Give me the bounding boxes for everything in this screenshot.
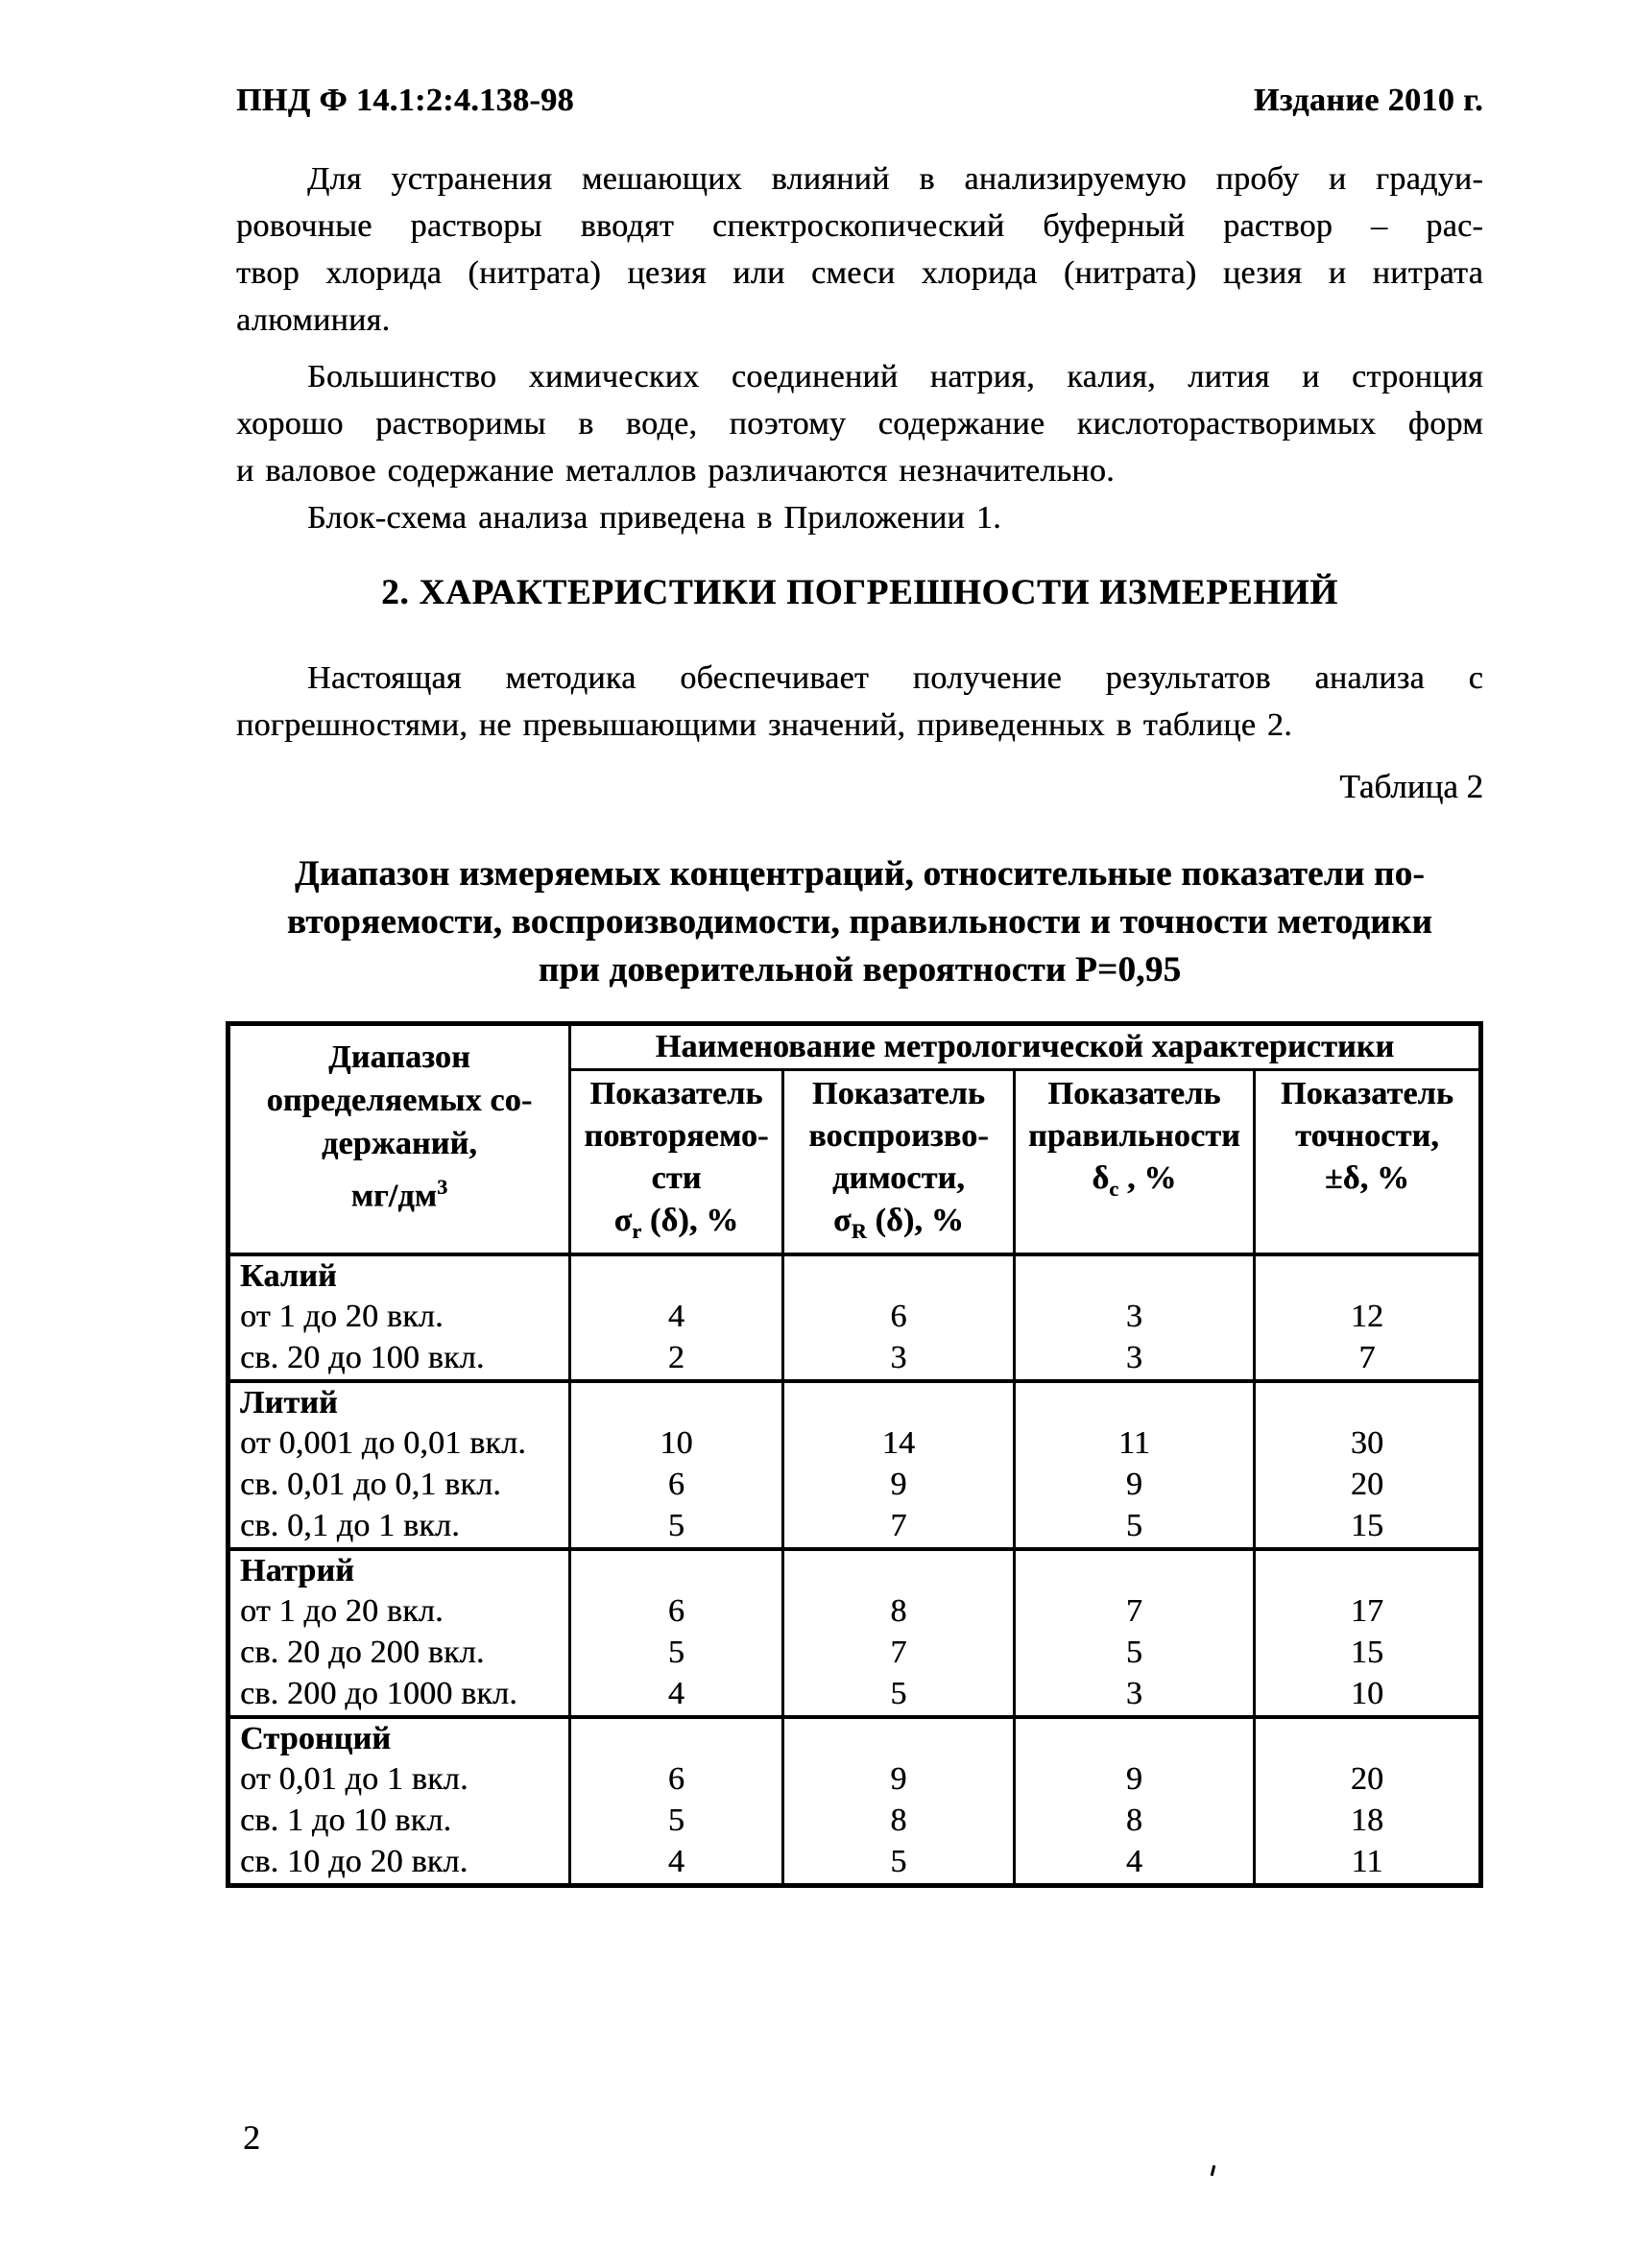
value-cell: 6 (570, 1465, 783, 1506)
table-row (228, 1842, 1481, 1886)
table-row (228, 1423, 1481, 1465)
column-header: Показатель точности, ±δ, % (1255, 1070, 1481, 1254)
section-heading: 2. ХАРАКТЕРИСТИКИ ПОГРЕШНОСТИ ИЗМЕРЕНИЙ (381, 573, 1338, 612)
page-header (236, 83, 1483, 119)
symbol-line: ±δ, % (1324, 1160, 1410, 1196)
value-cell: 6 (783, 1297, 1015, 1338)
table-row (228, 1591, 1481, 1633)
group-label-row (228, 1549, 1481, 1591)
range-cell: от 1 до 20 вкл. (228, 1591, 570, 1633)
paragraph (236, 155, 1483, 344)
text-line: при доверительной вероятности Р=0,95 (538, 950, 1182, 990)
empty-cell (1015, 1549, 1255, 1591)
value-cell: 6 (570, 1591, 783, 1633)
value-cell: 4 (1015, 1842, 1255, 1886)
scan-artifact (1211, 2165, 1216, 2176)
text-line: погрешностями, не превышающими значений, приведенных в таблице 2. (236, 707, 1292, 743)
table-title (236, 850, 1483, 994)
value-cell: 3 (1015, 1297, 1255, 1338)
value-cell: 6 (570, 1759, 783, 1801)
text-line: Блок-схема анализа приведена в Приложении 1. (307, 500, 1001, 536)
text-line: Настоящая методика обеспечивает получение результатов анализа с (307, 660, 1483, 696)
value-cell: 5 (783, 1842, 1015, 1886)
range-cell: св. 1 до 10 вкл. (228, 1801, 570, 1842)
empty-cell (783, 1381, 1015, 1423)
value-cell: 5 (570, 1633, 783, 1674)
column-header: Показатель повторяемо- сти $\sigma_r$ (δ), % (570, 1070, 783, 1254)
value-cell: 2 (570, 1338, 783, 1381)
range-cell: св. 20 до 100 вкл. (228, 1338, 570, 1381)
value-cell: 14 (783, 1423, 1015, 1465)
empty-cell (1015, 1254, 1255, 1297)
empty-cell (1015, 1381, 1255, 1423)
empty-cell (570, 1717, 783, 1759)
value-cell: 7 (1015, 1591, 1255, 1633)
value-cell: 9 (1015, 1759, 1255, 1801)
table-row (228, 1297, 1481, 1338)
range-cell: св. 0,1 до 1 вкл. (228, 1506, 570, 1549)
table-caption: Таблица 2 (1339, 768, 1483, 805)
value-cell: 3 (783, 1338, 1015, 1381)
range-column-header: Диапазон определяемых со- держаний, $мг/дм^3$ (228, 1024, 570, 1254)
value-cell: 8 (783, 1591, 1015, 1633)
value-cell: 4 (570, 1842, 783, 1886)
merged-header-cell: Наименование метрологической характеристики (570, 1024, 1481, 1070)
value-cell: 7 (1255, 1338, 1481, 1381)
text-line: Диапазон измеряемых концентраций, относительные показатели по- (294, 854, 1426, 894)
value-cell: 20 (1255, 1465, 1481, 1506)
text-line: и валовое содержание металлов различаются незначительно. (236, 453, 1115, 489)
edition-label: Издание 2010 г. (1253, 83, 1483, 118)
empty-cell (783, 1549, 1015, 1591)
column-header: Показатель правильности $\delta_с$ , % (1015, 1070, 1255, 1254)
value-cell: 10 (1255, 1674, 1481, 1717)
table-row (228, 1759, 1481, 1801)
text-line: Для устранения мешающих влияний в анализируемую пробу и градуи- (307, 161, 1483, 197)
range-cell: от 0,01 до 1 вкл. (228, 1759, 570, 1801)
value-cell: 7 (783, 1506, 1015, 1549)
column-header: Показатель воспроизво- димости, $\sigma_R$ (δ), % (783, 1070, 1015, 1254)
empty-cell (783, 1717, 1015, 1759)
empty-cell (570, 1381, 783, 1423)
metrology-table (226, 1021, 1483, 1888)
value-cell: 18 (1255, 1801, 1481, 1842)
table-row (228, 1465, 1481, 1506)
value-cell: 5 (783, 1674, 1015, 1717)
value-cell: 11 (1015, 1423, 1255, 1465)
symbol-line: $\sigma_R$ (δ), % (833, 1203, 964, 1243)
empty-cell (1255, 1717, 1481, 1759)
document-code: ПНД Ф 14.1:2:4.138-98 (236, 83, 574, 118)
value-cell: 20 (1255, 1759, 1481, 1801)
text-line: алюминия. (236, 302, 391, 338)
range-cell: от 1 до 20 вкл. (228, 1297, 570, 1338)
symbol-line: $\sigma_r$ (δ), % (613, 1203, 739, 1243)
page-number: 2 (243, 2118, 260, 2157)
value-cell: 12 (1255, 1297, 1481, 1338)
empty-cell (1255, 1254, 1481, 1297)
element-label: Литий (228, 1381, 570, 1423)
table-row (228, 1338, 1481, 1381)
value-cell: 8 (1015, 1801, 1255, 1842)
value-cell: 9 (783, 1759, 1015, 1801)
table-row (228, 1674, 1481, 1717)
value-cell: 4 (570, 1297, 783, 1338)
superscript: 3 (437, 1175, 448, 1199)
value-cell: 5 (570, 1801, 783, 1842)
value-cell: 15 (1255, 1506, 1481, 1549)
empty-cell (1255, 1381, 1481, 1423)
value-cell: 5 (1015, 1633, 1255, 1674)
empty-cell (570, 1549, 783, 1591)
value-cell: 10 (570, 1423, 783, 1465)
paragraph (236, 655, 1483, 749)
range-cell: св. 0,01 до 0,1 вкл. (228, 1465, 570, 1506)
table-row (228, 1633, 1481, 1674)
paragraph (236, 353, 1483, 494)
value-cell: 5 (1015, 1506, 1255, 1549)
text-line: Большинство химических соединений натрия, калия, лития и стронция (307, 359, 1483, 394)
value-cell: 3 (1015, 1338, 1255, 1381)
value-cell: 8 (783, 1801, 1015, 1842)
symbol-line: $\delta_с$ , % (1092, 1160, 1177, 1201)
value-cell: 17 (1255, 1591, 1481, 1633)
table-row (228, 1506, 1481, 1549)
text-line: хорошо растворимы в воде, поэтому содержание кислоторастворимых форм (236, 406, 1483, 442)
value-cell: 15 (1255, 1633, 1481, 1674)
value-cell: 11 (1255, 1842, 1481, 1886)
empty-cell (783, 1254, 1015, 1297)
value-cell: 3 (1015, 1674, 1255, 1717)
element-label: Калий (228, 1254, 570, 1297)
text-line: вторяемости, воспроизводимости, правильности и точности методики (286, 902, 1433, 942)
group-label-row (228, 1717, 1481, 1759)
range-cell: св. 200 до 1000 вкл. (228, 1674, 570, 1717)
element-label: Стронций (228, 1717, 570, 1759)
group-label-row (228, 1381, 1481, 1423)
range-cell: св. 20 до 200 вкл. (228, 1633, 570, 1674)
element-label: Натрий (228, 1549, 570, 1591)
paragraph (236, 494, 1483, 541)
empty-cell (1015, 1717, 1255, 1759)
table-row (228, 1801, 1481, 1842)
empty-cell (570, 1254, 783, 1297)
value-cell: 7 (783, 1633, 1015, 1674)
text-line: твор хлорида (нитрата) цезия или смеси хлорида (нитрата) цезия и нитрата (236, 255, 1483, 291)
range-cell: св. 10 до 20 вкл. (228, 1842, 570, 1886)
text-line: ровочные растворы вводят спектроскопический буферный раствор – рас- (236, 208, 1483, 244)
value-cell: 9 (783, 1465, 1015, 1506)
value-cell: 9 (1015, 1465, 1255, 1506)
empty-cell (1255, 1549, 1481, 1591)
range-cell: от 0,001 до 0,01 вкл. (228, 1423, 570, 1465)
group-label-row (228, 1254, 1481, 1297)
value-cell: 4 (570, 1674, 783, 1717)
value-cell: 30 (1255, 1423, 1481, 1465)
table-header-row (228, 1024, 1481, 1070)
value-cell: 5 (570, 1506, 783, 1549)
data-table (226, 1021, 1483, 1888)
